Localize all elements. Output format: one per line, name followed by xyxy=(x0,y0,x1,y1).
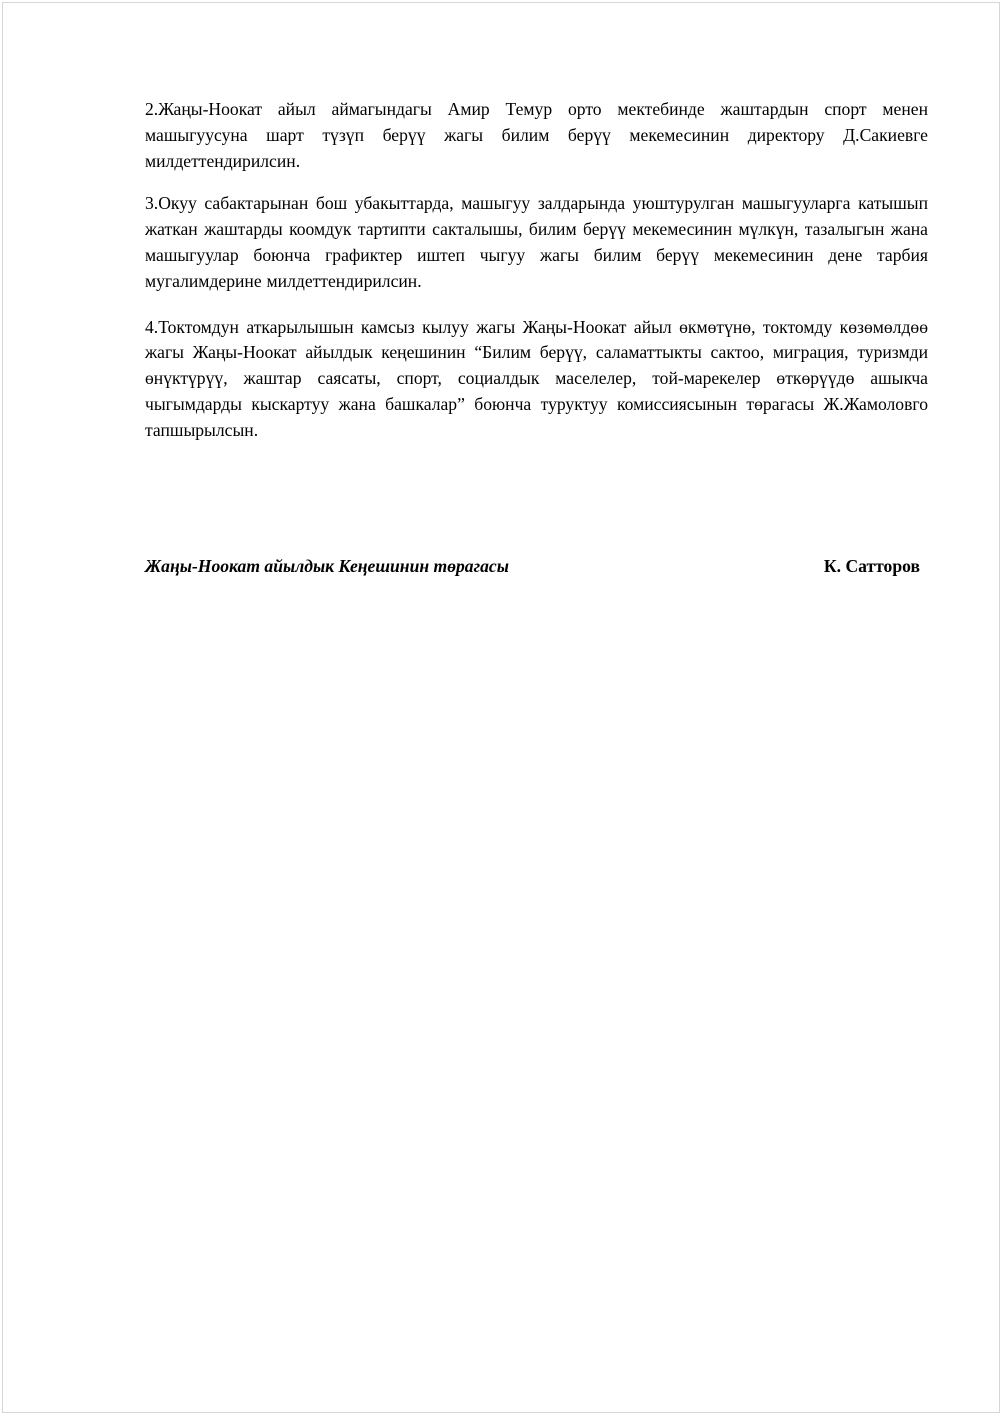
document-body xyxy=(145,97,928,444)
paragraph-4: 4.Токтомдун аткарылышын камсыз кылуу жагы Жаңы-Ноокат айыл өкмөтүнө, токтомду көзөмөлдөө жагы Жаңы-Ноокат айылдык кеңешинин “Билим берүү, саламаттыкты сактоо, миграция, туризмди өнүктүрүү, жаштар саясаты, спорт, социалдык маселелер, той-марекелер өткөрүүдө ашыкча чыгымдарды кыскартуу жана башкалар” боюнча туруктуу комиссиясынын төрагасы Ж.Жамоловго тапшырылсын. xyxy=(145,316,928,440)
signature-block xyxy=(145,553,920,579)
signature-title: Жаңы-Ноокат айылдык Кеңешинин төрагасы xyxy=(145,556,509,576)
signature-name: К. Сатторов xyxy=(823,556,920,576)
paragraph-3: 3.Окуу сабактарынан бош убакыттарда, машыгуу залдарында уюштурулган машыгууларга катышып жаткан жаштарды коомдук тартипти сакталышы, билим берүү мекемесинин мүлкүн, тазалыгын жана машыгуулар боюнча графиктер иштеп чыгуу жагы билим берүү мекемесинин дене тарбия мугалимдерине милдеттендирилсин. xyxy=(145,193,928,291)
paragraph-2: 2.Жаңы-Ноокат айыл аймагындагы Амир Темур орто мектебинде жаштардын спорт менен машыгуусуна шарт түзүп берүү жагы билим берүү мекемесинин директору Д.Сакиевге милдеттендирилсин. xyxy=(145,99,928,171)
